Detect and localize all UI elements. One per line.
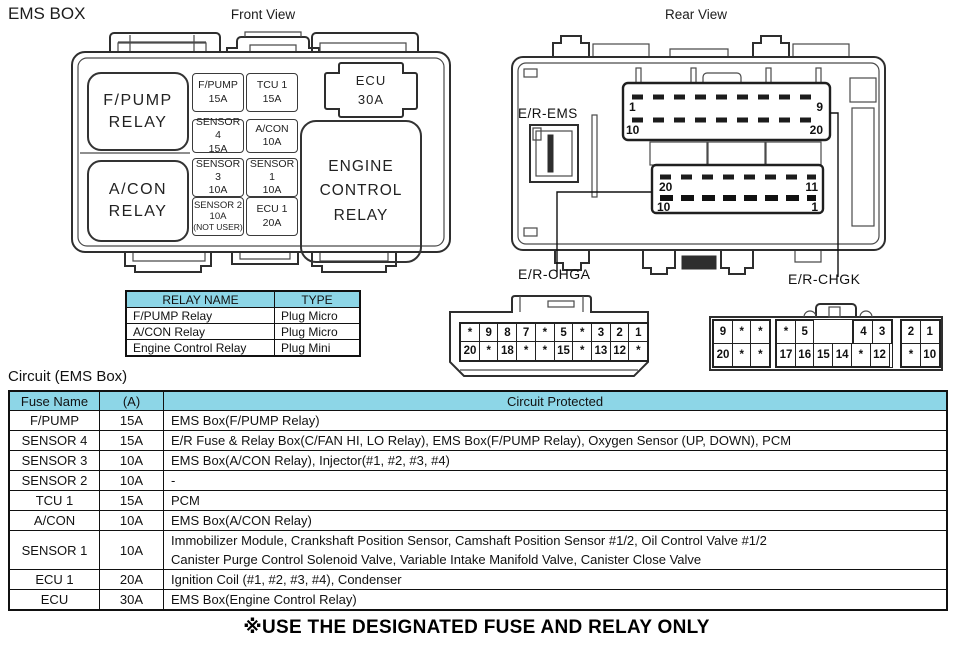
- fuse-sensor1: SENSOR 1 10A: [246, 158, 298, 197]
- fuse-acon: A/CON 10A: [246, 119, 298, 153]
- pin-label: 1: [811, 200, 818, 214]
- pin-label: 11: [805, 180, 818, 194]
- er-ems-connector: [530, 125, 578, 182]
- fuse-ecu1: ECU 1 20A: [246, 197, 298, 236]
- er-chgk-leader-line: [830, 113, 838, 277]
- er-chgk-label: E/R-CHGK: [788, 271, 861, 287]
- rear-bottom-connector: [652, 165, 823, 214]
- pin-label: 20: [809, 123, 823, 137]
- acon-relay-label: A/CON: [108, 181, 168, 199]
- fuse-fpump: F/PUMP 15A: [192, 73, 244, 112]
- footer-note: ※USE THE DESIGNATED FUSE AND RELAY ONLY: [243, 617, 710, 638]
- table-row: ECU 30A EMS Box(Engine Control Relay): [9, 590, 947, 611]
- engine-control-relay-label: ENGINE: [328, 158, 394, 176]
- fuse-sensor4: SENSOR 4 15A: [192, 119, 244, 153]
- engine-control-relay-box: ENGINE CONTROL RELAY: [300, 120, 422, 263]
- chgk-left-group: 9 * * 20 * *: [712, 319, 771, 368]
- pin-label: 10: [626, 123, 640, 137]
- front-view-diagram: [60, 22, 460, 274]
- circuit-table-title: Circuit (EMS Box): [8, 368, 128, 385]
- circuit-table: [8, 390, 948, 611]
- er-chga-leader-line: [557, 192, 652, 277]
- acon-relay-box: A/CON RELAY: [87, 160, 189, 242]
- chga-pin-row-2: 20 * 18 * * 15 * 13 12 *: [460, 341, 648, 361]
- chgk-middle-group: * 5 4 3 17 16 15 14 * 12: [775, 319, 893, 368]
- fuse-sensor2: SENSOR 2 10A (NOT USER): [192, 197, 244, 236]
- fuse-tcu1: TCU 1 15A: [246, 73, 298, 112]
- er-chga-label: E/R-CHGA: [518, 266, 591, 282]
- relay-table-header-name: RELAY NAME: [126, 291, 275, 308]
- pin-label: 1: [629, 100, 636, 114]
- page-title: EMS BOX: [8, 4, 86, 23]
- front-view-label: Front View: [230, 7, 296, 22]
- pin-label: 20: [659, 180, 673, 194]
- table-row: SENSOR 1 10A Immobilizer Module, Crankshaft Position Sensor, Camshaft Position Sensor #1/2, Oil Control Valve #1/2 Canister Purge Control Solenoid Valve, Variable Intake Manifold Valve, Canister Close Valve: [9, 531, 947, 570]
- pin-label: 10: [657, 200, 671, 214]
- fuse-sensor3: SENSOR 3 10A: [192, 158, 244, 197]
- chga-pin-grid: [459, 322, 649, 362]
- rear-view-diagram: [505, 20, 953, 280]
- chga-pin-row-1: * 9 8 7 * 5 * 3 2 1: [460, 323, 648, 343]
- circuit-header-protected: Circuit Protected: [164, 391, 948, 411]
- circuit-header-fuse: Fuse Name: [9, 391, 100, 411]
- circuit-header-amp: (A): [100, 391, 164, 411]
- table-row: SENSOR 4 15A E/R Fuse & Relay Box(C/FAN HI, LO Relay), EMS Box(F/PUMP Relay), Oxygen Sensor (UP, DOWN), PCM: [9, 431, 947, 451]
- chgk-right-group: 2 1 * 10: [900, 319, 941, 368]
- table-row: F/PUMP 15A EMS Box(F/PUMP Relay): [9, 411, 947, 431]
- relay-table-header-type: TYPE: [275, 291, 361, 308]
- fpump-relay-box: F/PUMP RELAY: [87, 72, 189, 151]
- rear-top-connector: [623, 68, 830, 140]
- table-row: SENSOR 3 10A EMS Box(A/CON Relay), Injector(#1, #2, #3, #4): [9, 451, 947, 471]
- connector-chga-pinout: [440, 292, 665, 388]
- table-row: F/PUMP Relay Plug Micro: [126, 308, 360, 324]
- fuse-ecu: ECU 30A: [355, 72, 387, 107]
- chgk-notch: [813, 320, 853, 344]
- rear-view-label: Rear View: [664, 7, 728, 22]
- relay-table: [125, 290, 361, 357]
- er-ems-label: E/R-EMS: [518, 106, 578, 121]
- table-row: A/CON Relay Plug Micro: [126, 324, 360, 340]
- table-row: Engine Control Relay Plug Mini: [126, 340, 360, 357]
- fpump-relay-label: F/PUMP: [103, 91, 173, 109]
- pin-label: 9: [816, 100, 823, 114]
- rear-housing-line-art: [505, 20, 953, 280]
- table-row: SENSOR 2 10A -: [9, 471, 947, 491]
- connector-chgk-pinout: [700, 292, 953, 388]
- table-row: A/CON 10A EMS Box(A/CON Relay): [9, 511, 947, 531]
- table-row: TCU 1 15A PCM: [9, 491, 947, 511]
- table-row: ECU 1 20A Ignition Coil (#1, #2, #3, #4), Condenser: [9, 570, 947, 590]
